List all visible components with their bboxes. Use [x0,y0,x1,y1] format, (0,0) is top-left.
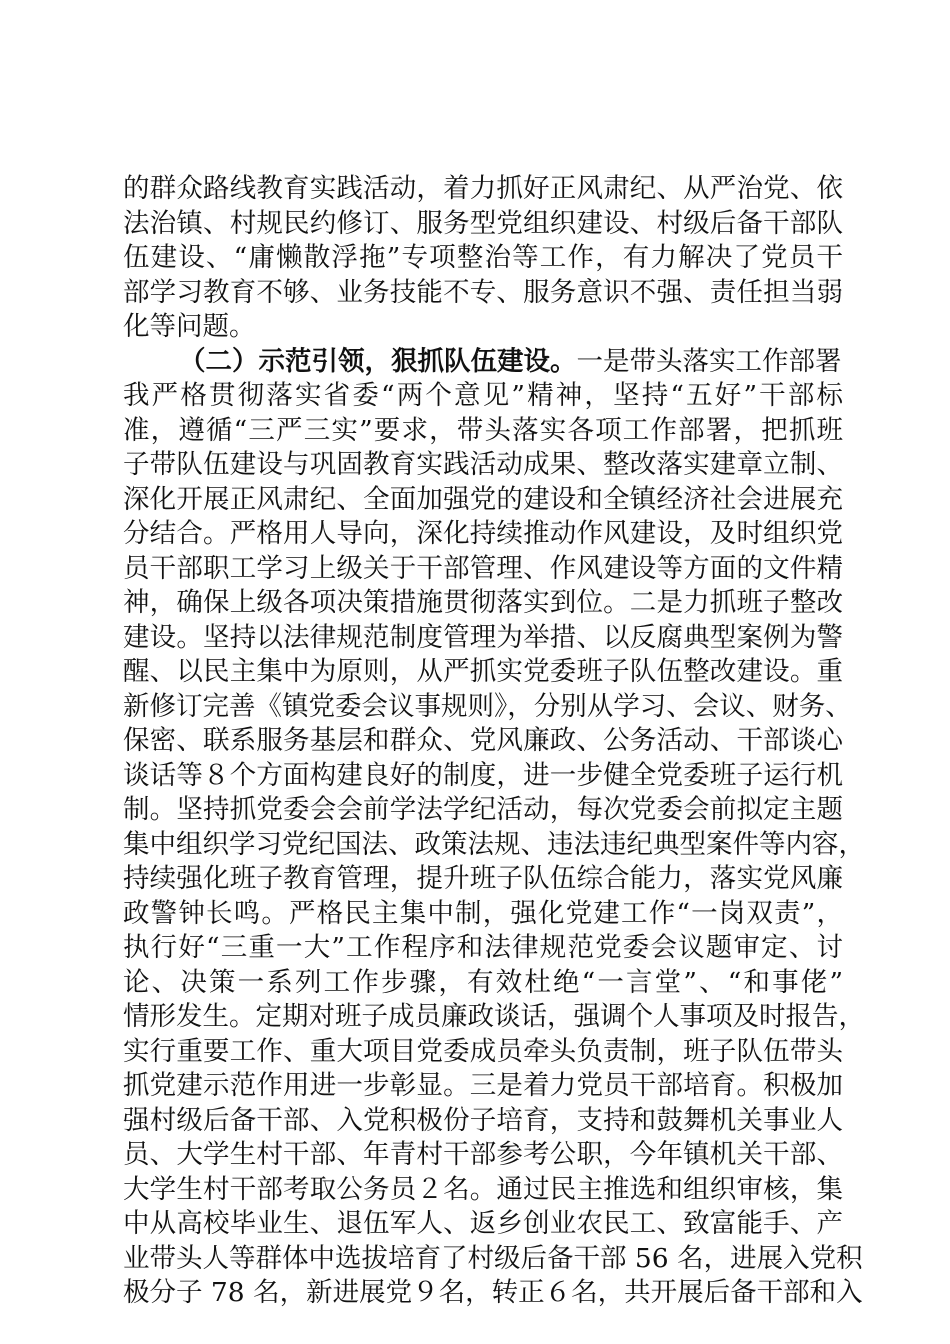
text-line: 建设。坚持以法律规范制度管理为举措、以反腐典型案例为警 [123,621,843,653]
text-line: 伍建设、“庸懒散浮拖”专项整治等工作，有力解决了党员干 [123,242,843,273]
text-line: 强村级后备干部、入党积极份子培育，支持和鼓舞机关事业人 [123,1104,843,1136]
text-line: 深化开展正风肃纪、全面加强党的建设和全镇经济社会进展充 [123,483,843,515]
text-line: 神，确保上级各项决策措施贯彻落实到位。二是力抓班子整改 [123,587,843,618]
text-line: 集中组织学习党纪国法、政策法规、违法违纪典型案件等内容， [123,828,865,860]
text-line: 实行重要工作、重大项目党委成员牵头负责制，班子队伍带头 [123,1035,843,1067]
text-line: 谈话等８个方面构建良好的制度，进一步健全党委班子运行机 [123,759,843,791]
text-line: 法治镇、村规民约修订、服务型党组织建设、村级后备干部队 [123,207,843,239]
text-line: 的群众路线教育实践活动，着力抓好正风肃纪、从严治党、依 [123,173,843,204]
text-line: 执行好“三重一大”工作程序和法律规范党委会议题审定、讨 [123,932,843,963]
text-line: 政警钟长鸣。严格民主集中制，强化党建工作“一岗双责”， [123,897,843,929]
text-line: 抓党建示范作用进一步彰显。三是着力党员干部培育。积极加 [123,1070,843,1101]
text-line: 业带头人等群体中选拔培育了村级后备干部 56 名，进展入党积 [123,1242,863,1274]
text-line: 制。坚持抓党委会会前学法学纪活动，每次党委会前拟定主题 [123,794,843,825]
text-line: 化等问题。 [123,311,256,342]
text-line: 准，遵循“三严三实”要求，带头落实各项工作部署，把抓班 [123,414,843,446]
text-line: 新修订完善《镇党委会议事规则》，分别从学习、会议、财务、 [123,690,852,722]
text-line: 持续强化班子教育管理，提升班子队伍综合能力，落实党风廉 [123,863,843,894]
text-line: 论、决策一系列工作步骤，有效杜绝“一言堂”、“和事佬” [123,966,843,998]
text-line: 大学生村干部考取公务员２名。通过民主推选和组织审核，集 [123,1173,843,1205]
text-line: 员干部职工学习上级关于干部管理、作风建设等方面的文件精 [123,552,843,584]
text-line: 部学习教育不够、业务技能不专、服务意识不强、责任担当弱 [123,276,843,308]
text-line: 员、大学生村干部、年青村干部参考公职，今年镇机关干部、 [123,1139,843,1170]
text-line: 情形发生。定期对班子成员廉政谈话，强调个人事项及时报告， [123,1001,865,1032]
text-line: 保密、联系服务基层和群众、党风廉政、公务活动、干部谈心 [123,725,843,756]
text-line: 醒、以民主集中为原则，从严抓实党委班子队伍整改建设。重 [123,656,843,687]
text-line: 中从高校毕业生、退伍军人、返乡创业农民工、致富能手、产 [123,1208,843,1239]
text-line: 我严格贯彻落实省委“两个意见”精神，坚持“五好”干部标 [123,380,843,411]
section-heading-continuation: 一是带头落实工作部署 [576,345,842,377]
text-line: 分结合。严格用人导向，深化持续推动作风建设，及时组织党 [123,518,843,549]
section-heading: （二）示范引领，狠抓队伍建设。 [179,345,577,377]
text-line: 极分子 78 名，新进展党９名，转正６名，共开展后备干部和入 [123,1277,863,1308]
section-heading-line [123,345,843,380]
body-text [123,172,865,1311]
text-line: 子带队伍建设与巩固教育实践活动成果、整改落实建章立制、 [123,449,843,480]
